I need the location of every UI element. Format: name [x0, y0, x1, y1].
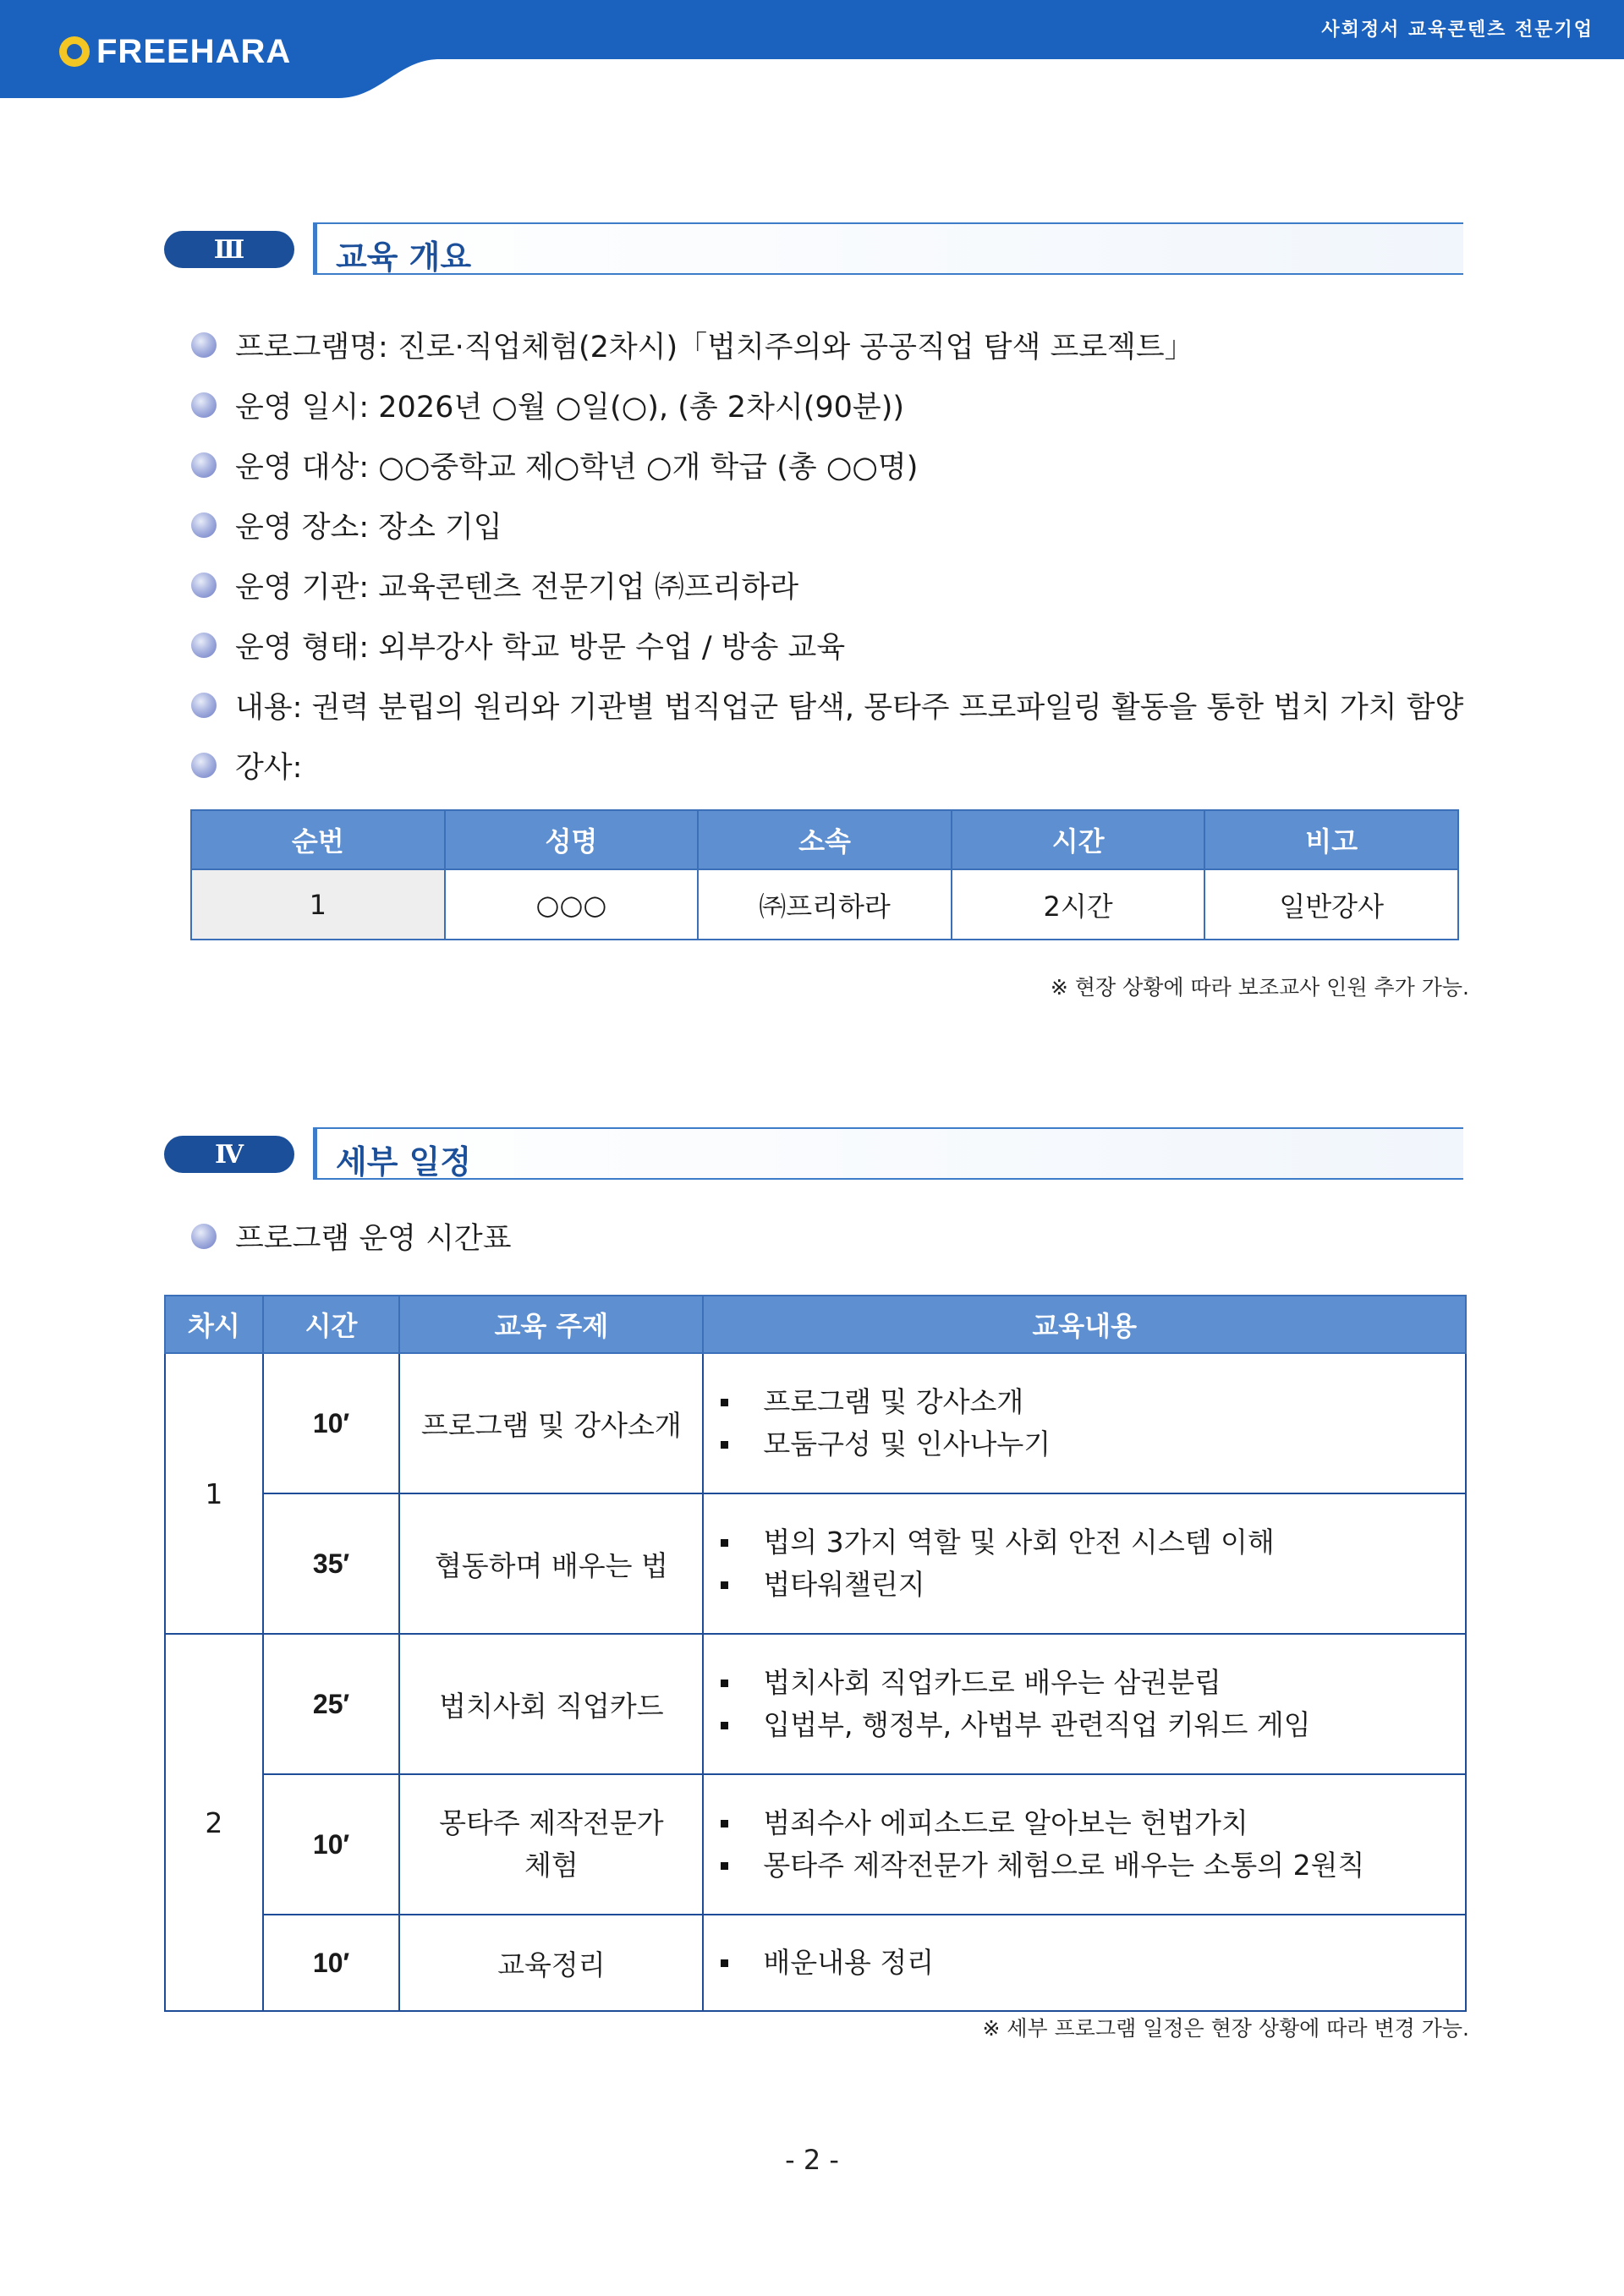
schedule-table	[164, 1295, 1467, 2012]
logo-mark-icon	[59, 36, 90, 67]
column-header: 순번	[191, 810, 445, 869]
content-cell	[703, 1774, 1466, 1915]
column-header: 소속	[698, 810, 952, 869]
table-cell: 2시간	[952, 869, 1205, 940]
content-item: 법치사회 직업카드로 배우는 삼권분립	[721, 1662, 1465, 1704]
content-item: 모둠구성 및 인사나누기	[721, 1423, 1465, 1466]
column-header: 교육 주제	[399, 1296, 703, 1353]
topic-line: 몽타주 제작전문가	[439, 1806, 664, 1839]
section-header-overview	[164, 222, 1463, 275]
bullet-dot-icon	[191, 332, 217, 358]
section-number-badge: Ⅲ	[164, 231, 294, 268]
list-item	[191, 555, 1477, 615]
content-item: 프로그램 및 강사소개	[721, 1381, 1465, 1423]
list-item	[191, 375, 1477, 435]
column-header: 시간	[263, 1296, 400, 1353]
content-cell	[703, 1915, 1466, 2011]
content-cell	[703, 1493, 1466, 1634]
bullet-dot-icon	[191, 693, 217, 718]
content-item: 입법부, 행정부, 사법부 관련직업 키워드 게임	[721, 1704, 1465, 1746]
content-item: 법의 3가지 역할 및 사회 안전 시스템 이해	[721, 1521, 1465, 1564]
instructor-note: ※ 현장 상황에 따라 보조교사 인원 추가 가능.	[1050, 975, 1469, 1000]
page-number: - 2 -	[785, 2144, 839, 2176]
bullet-dot-icon	[191, 633, 217, 658]
section-title: 세부 일정	[336, 1143, 472, 1181]
list-item	[191, 315, 1477, 375]
table-row	[191, 869, 1458, 940]
bullet-text: 내용: 권력 분립의 원리와 기관별 법직업군 탐색, 몽타주 프로파일링 활동을 통한 법치 가치 함양	[235, 690, 1464, 725]
topic-cell: 프로그램 및 강사소개	[399, 1353, 703, 1493]
table-row	[165, 1915, 1466, 2011]
list-item	[191, 435, 1477, 495]
bullet-dot-icon	[191, 1224, 217, 1249]
section-number-badge: Ⅳ	[164, 1136, 294, 1173]
table-cell: ㈜프리하라	[698, 869, 952, 940]
header-tagline: 사회정서 교육콘텐츠 전문기업	[1321, 19, 1594, 41]
column-header: 시간	[952, 810, 1205, 869]
schedule-note: ※ 세부 프로그램 일정은 현장 상황에 따라 변경 가능.	[982, 2016, 1469, 2041]
content-item: 몽타주 제작전문가 체험으로 배우는 소통의 2원칙	[721, 1844, 1465, 1887]
table-row	[165, 1634, 1466, 1774]
time-cell: 35′	[263, 1493, 400, 1634]
freehara-logo	[59, 30, 291, 73]
time-cell: 10′	[263, 1774, 400, 1915]
table-row	[165, 1353, 1466, 1493]
bullet-text: 운영 형태: 외부강사 학교 방문 수업 / 방송 교육	[235, 630, 846, 665]
time-cell: 25′	[263, 1634, 400, 1774]
topic-cell	[399, 1774, 703, 1915]
overview-bullet-list	[191, 315, 1477, 795]
bullet-dot-icon	[191, 753, 217, 778]
column-header: 교육내용	[703, 1296, 1466, 1353]
list-item	[191, 735, 1477, 795]
list-item	[191, 495, 1477, 555]
bullet-text: 운영 대상: ○○중학교 제○학년 ○개 학급 (총 ○○명)	[235, 450, 919, 485]
content-cell	[703, 1634, 1466, 1774]
table-header-row	[165, 1296, 1466, 1353]
list-item	[191, 1206, 1477, 1266]
content-item: 법타워챌린지	[721, 1564, 1465, 1606]
bullet-text: 프로그램 운영 시간표	[235, 1221, 512, 1256]
session-number-cell: 1	[165, 1353, 263, 1634]
bullet-dot-icon	[191, 573, 217, 598]
section-header-schedule	[164, 1127, 1463, 1180]
time-cell: 10′	[263, 1915, 400, 2011]
table-cell: 일반강사	[1204, 869, 1458, 940]
bullet-dot-icon	[191, 512, 217, 538]
bullet-dot-icon	[191, 392, 217, 418]
section-title: 교육 개요	[336, 238, 472, 276]
bullet-text: 강사:	[235, 750, 303, 785]
session-number-cell: 2	[165, 1634, 263, 2011]
bullet-text: 운영 장소: 장소 기입	[235, 510, 502, 545]
column-header: 비고	[1204, 810, 1458, 869]
column-header: 차시	[165, 1296, 263, 1353]
table-row	[165, 1493, 1466, 1634]
list-item	[191, 615, 1477, 675]
topic-cell: 협동하며 배우는 법	[399, 1493, 703, 1634]
instructor-table	[190, 809, 1459, 940]
schedule-bullet-list	[191, 1206, 1477, 1266]
table-cell: ○○○	[445, 869, 699, 940]
topic-cell: 교육정리	[399, 1915, 703, 2011]
logo-text: FREEHARA	[96, 32, 292, 70]
column-header: 성명	[445, 810, 699, 869]
header-band	[0, 0, 1624, 100]
time-cell: 10′	[263, 1353, 400, 1493]
table-row	[165, 1774, 1466, 1915]
topic-cell: 법치사회 직업카드	[399, 1634, 703, 1774]
bullet-text: 운영 기관: 교육콘텐츠 전문기업 ㈜프리하라	[235, 570, 799, 605]
content-item: 범죄수사 에피소드로 알아보는 헌법가치	[721, 1802, 1465, 1844]
bullet-text: 프로그램명: 진로·직업체험(2차시)「법치주의와 공공직업 탐색 프로젝트」	[235, 330, 1194, 364]
bullet-text: 운영 일시: 2026년 ○월 ○일(○), (총 2차시(90분))	[235, 390, 905, 425]
content-cell	[703, 1353, 1466, 1493]
bullet-dot-icon	[191, 452, 217, 478]
list-item	[191, 675, 1477, 735]
topic-line: 체험	[524, 1849, 579, 1882]
table-cell: 1	[191, 869, 445, 940]
section-title-box	[313, 1127, 1463, 1180]
section-title-box	[313, 222, 1463, 275]
content-item: 배운내용 정리	[721, 1942, 1465, 1984]
table-header-row	[191, 810, 1458, 869]
